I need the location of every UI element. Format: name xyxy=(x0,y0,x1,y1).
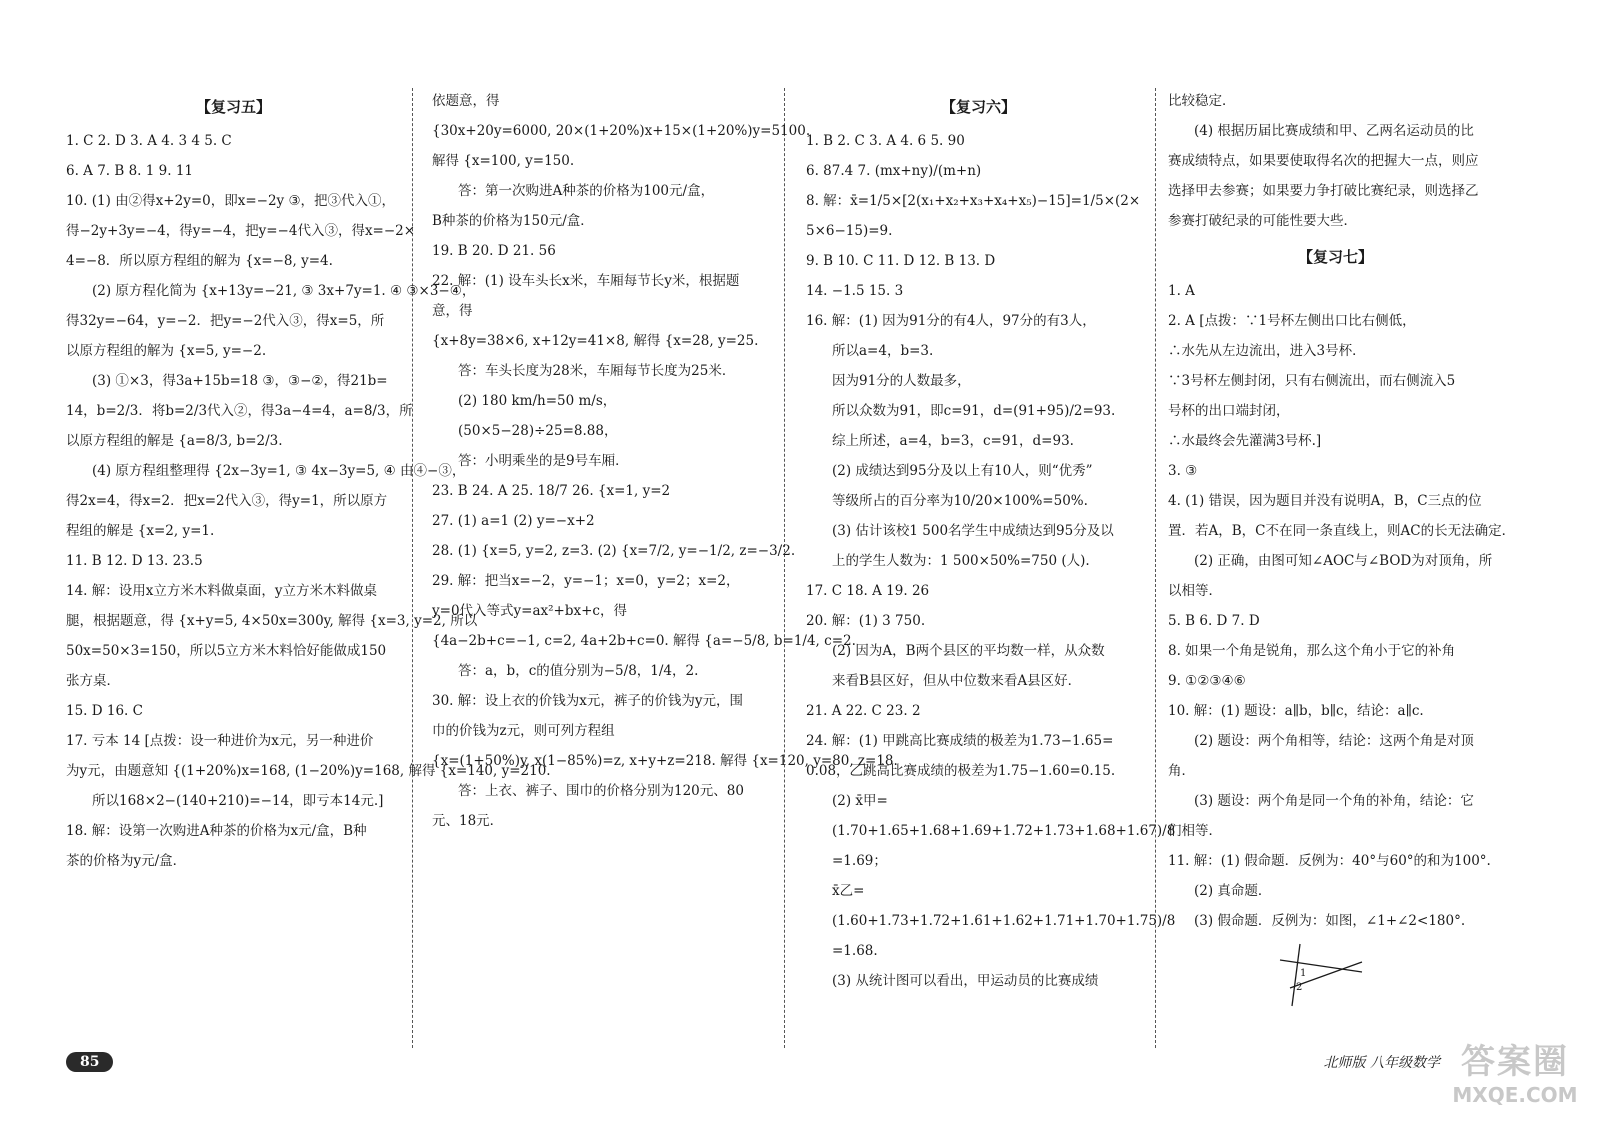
section-heading: 【复习五】 xyxy=(195,98,271,116)
answer-line: 10. (1) 由②得x+2y=0，即x=−2y ③，把③代入①， xyxy=(66,193,396,209)
watermark-text: 答案圈 xyxy=(1461,1042,1569,1082)
answer-line: (2) 因为A，B两个县区的平均数一样，从众数 xyxy=(832,643,1105,659)
edition-label: 北师版 八年级数学 xyxy=(1323,1055,1440,1071)
column-divider xyxy=(784,88,785,1048)
answer-line: (4) 原方程组整理得 {2x−3y=1, ③ 4x−3y=5, ④ 由④−③， xyxy=(92,463,466,479)
answer-line: 答：小明乘坐的是9号车厢． xyxy=(458,453,629,469)
answer-line: (2) 真命题． xyxy=(1194,883,1272,899)
answer-line: 30. 解：设上衣的价钱为x元，裤子的价钱为y元，围 xyxy=(432,693,744,709)
answer-line: 赛成绩特点，如果要使取得名次的把握大一点，则应 xyxy=(1168,153,1479,169)
answer-line: 得−2y+3y=−4，得y=−4，把y=−4代入③，得x=−2× xyxy=(66,223,416,239)
answer-line: (3) 题设：两个角是同一个角的补角，结论：它 xyxy=(1194,793,1474,809)
answer-line: 解得 {x=100, y=150. xyxy=(432,153,575,169)
answer-line: 以原方程组的解为 {x=5, y=−2. xyxy=(66,343,267,359)
answer-line: 9. B 10. C 11. D 12. B 13. D xyxy=(806,253,996,269)
answer-line: 5×6−15)=9. xyxy=(806,223,893,239)
answer-line: =1.69； xyxy=(832,853,887,869)
answer-line: 依题意，得 xyxy=(432,93,500,109)
answer-line: 元、18元． xyxy=(432,813,504,829)
answer-line: =1.68. xyxy=(832,943,878,959)
answer-line: 8. 解：x̄=1/5×[2(x₁+x₂+x₃+x₄+x₅)−15]=1/5×(2× xyxy=(806,193,1141,209)
answer-line: 22. 解：(1) 设车头长x米，车厢每节长y米，根据题 xyxy=(432,273,740,289)
answer-line: 20. 解：(1) 3 750. xyxy=(806,613,926,629)
answer-line: (2) x̄甲= xyxy=(832,793,888,809)
answer-line: 所以168×2−(140+210)=−14，即亏本14元.] xyxy=(92,793,384,809)
watermark-site: MXQE.COM xyxy=(1452,1083,1578,1107)
figure-line xyxy=(1292,944,1303,1006)
angle-figure xyxy=(1280,940,1380,1010)
answer-line: {x+8y=38×6, x+12y=41×8, 解得 {x=28, y=25. xyxy=(432,333,759,349)
answer-line: 0.08，乙跳高比赛成绩的极差为1.75−1.60=0.15. xyxy=(806,763,1116,779)
answer-line: 得2x=4，得x=2．把x=2代入③，得y=1，所以原方 xyxy=(66,493,388,509)
answer-lines xyxy=(1168,86,1503,236)
answer-line: 14. 解：设用x立方米木料做桌面，y立方米木料做桌 xyxy=(66,583,378,599)
answer-line: 置．若A，B，C不在同一条直线上，则AC的长无法确定． xyxy=(1168,523,1516,539)
answer-lines xyxy=(806,126,1176,996)
answer-line: (3) ①×3，得3a+15b=18 ③，③−②，得21b= xyxy=(92,373,388,389)
answer-line: B种茶的价格为150元/盒． xyxy=(432,213,594,229)
answer-line: 6. 87.4 7. (mx+ny)/(m+n) xyxy=(806,163,982,179)
answer-line: 张方桌． xyxy=(66,673,120,689)
answer-line: 27. (1) a=1 (2) y=−x+2 xyxy=(432,513,595,529)
answer-line: 意，得 xyxy=(432,303,473,319)
answer-line: (2) 原方程化简为 {x+13y=−21, ③ 3x+7y=1. ④ ③×3−④， xyxy=(92,283,476,299)
answer-line: 14，b=2/3．将b=2/3代入②，得3a−4=4，a=8/3，所 xyxy=(66,403,413,419)
answer-line: 17. C 18. A 19. 26 xyxy=(806,583,930,599)
answer-line: 11. 解：(1) 假命题．反例为：40°与60°的和为100°. xyxy=(1168,853,1491,869)
answer-line: 综上所述，a=4，b=3，c=91，d=93. xyxy=(832,433,1074,449)
answer-line: 答：上衣、裤子、围巾的价格分别为120元、80 xyxy=(458,783,744,799)
answer-line: 以相等． xyxy=(1168,583,1222,599)
page-number: 85 xyxy=(66,1052,113,1072)
answer-line: 腿，根据题意，得 {x+y=5, 4×50x=300y, 解得 {x=3, y=2, 所以 xyxy=(66,613,478,629)
answer-line: (3) 假命题．反例为：如图，∠1+∠2<180°. xyxy=(1194,913,1466,929)
answer-line: 17. 亏本 14 [点拨：设一种进价为x元，另一种进价 xyxy=(66,733,374,749)
answer-line: 11. B 12. D 13. 23.5 xyxy=(66,553,203,569)
answer-line: 参赛打破纪录的可能性要大些． xyxy=(1168,213,1357,229)
answer-line: 角． xyxy=(1168,763,1195,779)
answer-line: 上的学生人数为：1 500×50%=750 (人). xyxy=(832,553,1090,569)
answer-line: 1. A xyxy=(1168,283,1195,299)
answer-line: 50x=50×3=150，所以5立方米木料恰好能做成150 xyxy=(66,643,387,659)
answer-line: 16. 解：(1) 因为91分的有4人，97分的有3人， xyxy=(806,313,1096,329)
answer-line: x̄乙= xyxy=(832,883,865,899)
answer-line: 8. 如果一个角是锐角，那么这个角小于它的补角 xyxy=(1168,643,1456,659)
answer-line: (2) 成绩达到95分及以上有10人，则“优秀” xyxy=(832,463,1093,479)
answer-line: 号杯的出口端封闭， xyxy=(1168,403,1290,419)
answer-line: (2) 题设：两个角相等，结论：这两个角是对顶 xyxy=(1194,733,1474,749)
answer-line: 以原方程组的解是 {a=8/3, b=2/3. xyxy=(66,433,283,449)
answer-line: 所以众数为91，即c=91，d=(91+95)/2=93. xyxy=(832,403,1116,419)
answer-line: 答：a，b，c的值分别为−5/8，1/4，2. xyxy=(458,663,699,679)
answer-line: ∴水最终会先灌满3号杯.] xyxy=(1168,433,1322,449)
answer-line: 巾的价钱为z元，则可列方程组 xyxy=(432,723,615,739)
answer-line: 得32y=−64，y=−2．把y=−2代入③，得x=5，所 xyxy=(66,313,385,329)
answer-line: 来看B县区好，但从中位数来看A县区好． xyxy=(832,673,1082,689)
answer-line: 4=−8．所以原方程组的解为 {x=−8, y=4. xyxy=(66,253,333,269)
answer-line: 比较稳定． xyxy=(1168,93,1236,109)
answer-line: 10. 解：(1) 题设：a∥b，b∥c，结论：a∥c. xyxy=(1168,703,1424,719)
answer-line: 5. B 6. D 7. D xyxy=(1168,613,1260,629)
answer-line: 4. (1) 错误，因为题目并没有说明A，B，C三点的位 xyxy=(1168,493,1482,509)
angle-label-2: 2 xyxy=(1296,982,1303,993)
answer-line: y=0代入等式y=ax²+bx+c，得 xyxy=(432,603,627,619)
answer-line: {4a−2b+c=−1, c=2, 4a+2b+c=0. 解得 {a=−5/8, b=1/4, c=2. xyxy=(432,633,856,649)
section-heading: 【复习七】 xyxy=(1297,248,1373,266)
answer-line: 6. A 7. B 8. 1 9. 11 xyxy=(66,163,193,179)
angle-label-1: 1 xyxy=(1300,968,1307,979)
answer-line: 选择甲去参赛；如果要力争打破比赛纪录，则选择乙 xyxy=(1168,183,1479,199)
answer-line: (2) 180 km/h=50 m/s， xyxy=(458,393,617,409)
answer-line: 因为91分的人数最多， xyxy=(832,373,971,389)
answer-line: 1. C 2. D 3. A 4. 3 4 5. C xyxy=(66,133,232,149)
answer-line: 28. (1) {x=5, y=2, z=3. (2) {x=7/2, y=−1/2, z=−3/2. xyxy=(432,543,796,559)
answer-line: (50×5−28)÷25=8.88， xyxy=(458,423,618,439)
answer-lines xyxy=(1168,276,1516,936)
answer-line: 1. B 2. C 3. A 4. 6 5. 90 xyxy=(806,133,965,149)
answer-line: 21. A 22. C 23. 2 xyxy=(806,703,921,719)
answer-line: 29. 解：把当x=−2，y=−1；x=0，y=2；x=2， xyxy=(432,573,740,589)
answer-line: 程组的解是 {x=2, y=1. xyxy=(66,523,215,539)
answer-line: 15. D 16. C xyxy=(66,703,143,719)
column-review-6 xyxy=(806,86,1176,1091)
answer-line: 19. B 20. D 21. 56 xyxy=(432,243,556,259)
answer-line: 为y元，由题意知 {(1+20%)x=168, (1−20%)y=168, 解得 {x=140, y=210. xyxy=(66,763,551,779)
answer-line: (3) 估计该校1 500名学生中成绩达到95分及以 xyxy=(832,523,1114,539)
answer-line: 答：车头长度为28米，车厢每节长度为25米． xyxy=(458,363,736,379)
answer-line: (1.70+1.65+1.68+1.69+1.72+1.73+1.68+1.67)/8 xyxy=(832,823,1176,839)
answer-line: 等级所占的百分率为10/20×100%=50%. xyxy=(832,493,1088,509)
section-heading: 【复习六】 xyxy=(940,98,1016,116)
answer-line: {x=(1+50%)y, x(1−85%)=z, x+y+z=218. 解得 {x=120, y=80, z=18. xyxy=(432,753,898,769)
answer-line: 14. −1.5 15. 3 xyxy=(806,283,904,299)
answer-line: 所以a=4，b=3. xyxy=(832,343,934,359)
answer-line: (3) 从统计图可以看出，甲运动员的比赛成绩 xyxy=(832,973,1099,989)
answer-line: 答：第一次购进A种茶的价格为100元/盒， xyxy=(458,183,715,199)
answer-line: (2) 正确，由图可知∠AOC与∠BOD为对顶角，所 xyxy=(1194,553,1493,569)
answer-line: ∴水先从左边流出，进入3号杯． xyxy=(1168,343,1366,359)
answer-line: 3. ③ xyxy=(1168,463,1198,479)
answer-line: 24. 解：(1) 甲跳高比赛成绩的极差为1.73−1.65= xyxy=(806,733,1114,749)
answer-line: 18. 解：设第一次购进A种茶的价格为x元/盒，B种 xyxy=(66,823,367,839)
answer-line: 茶的价格为y元/盒． xyxy=(66,853,187,869)
answer-line: 9. ①②③④⑥ xyxy=(1168,673,1246,689)
answer-line: {30x+20y=6000, 20×(1+20%)x+15×(1+20%)y=5100. xyxy=(432,123,811,139)
column-divider xyxy=(1155,88,1156,1048)
answer-line: 2. A [点拨：∵1号杯左侧出口比右侧低， xyxy=(1168,313,1416,329)
answer-line: ∵3号杯左侧封闭，只有右侧流出，而右侧流入5 xyxy=(1168,373,1456,389)
watermark-logo xyxy=(1450,1040,1580,1120)
answer-line: (1.60+1.73+1.72+1.61+1.62+1.71+1.70+1.75)/8 xyxy=(832,913,1176,929)
answer-line: (4) 根据历届比赛成绩和甲、乙两名运动员的比 xyxy=(1194,123,1474,139)
answer-line: 23. B 24. A 25. 18/7 26. {x=1, y=2 xyxy=(432,483,671,499)
answer-line: 们相等． xyxy=(1168,823,1222,839)
